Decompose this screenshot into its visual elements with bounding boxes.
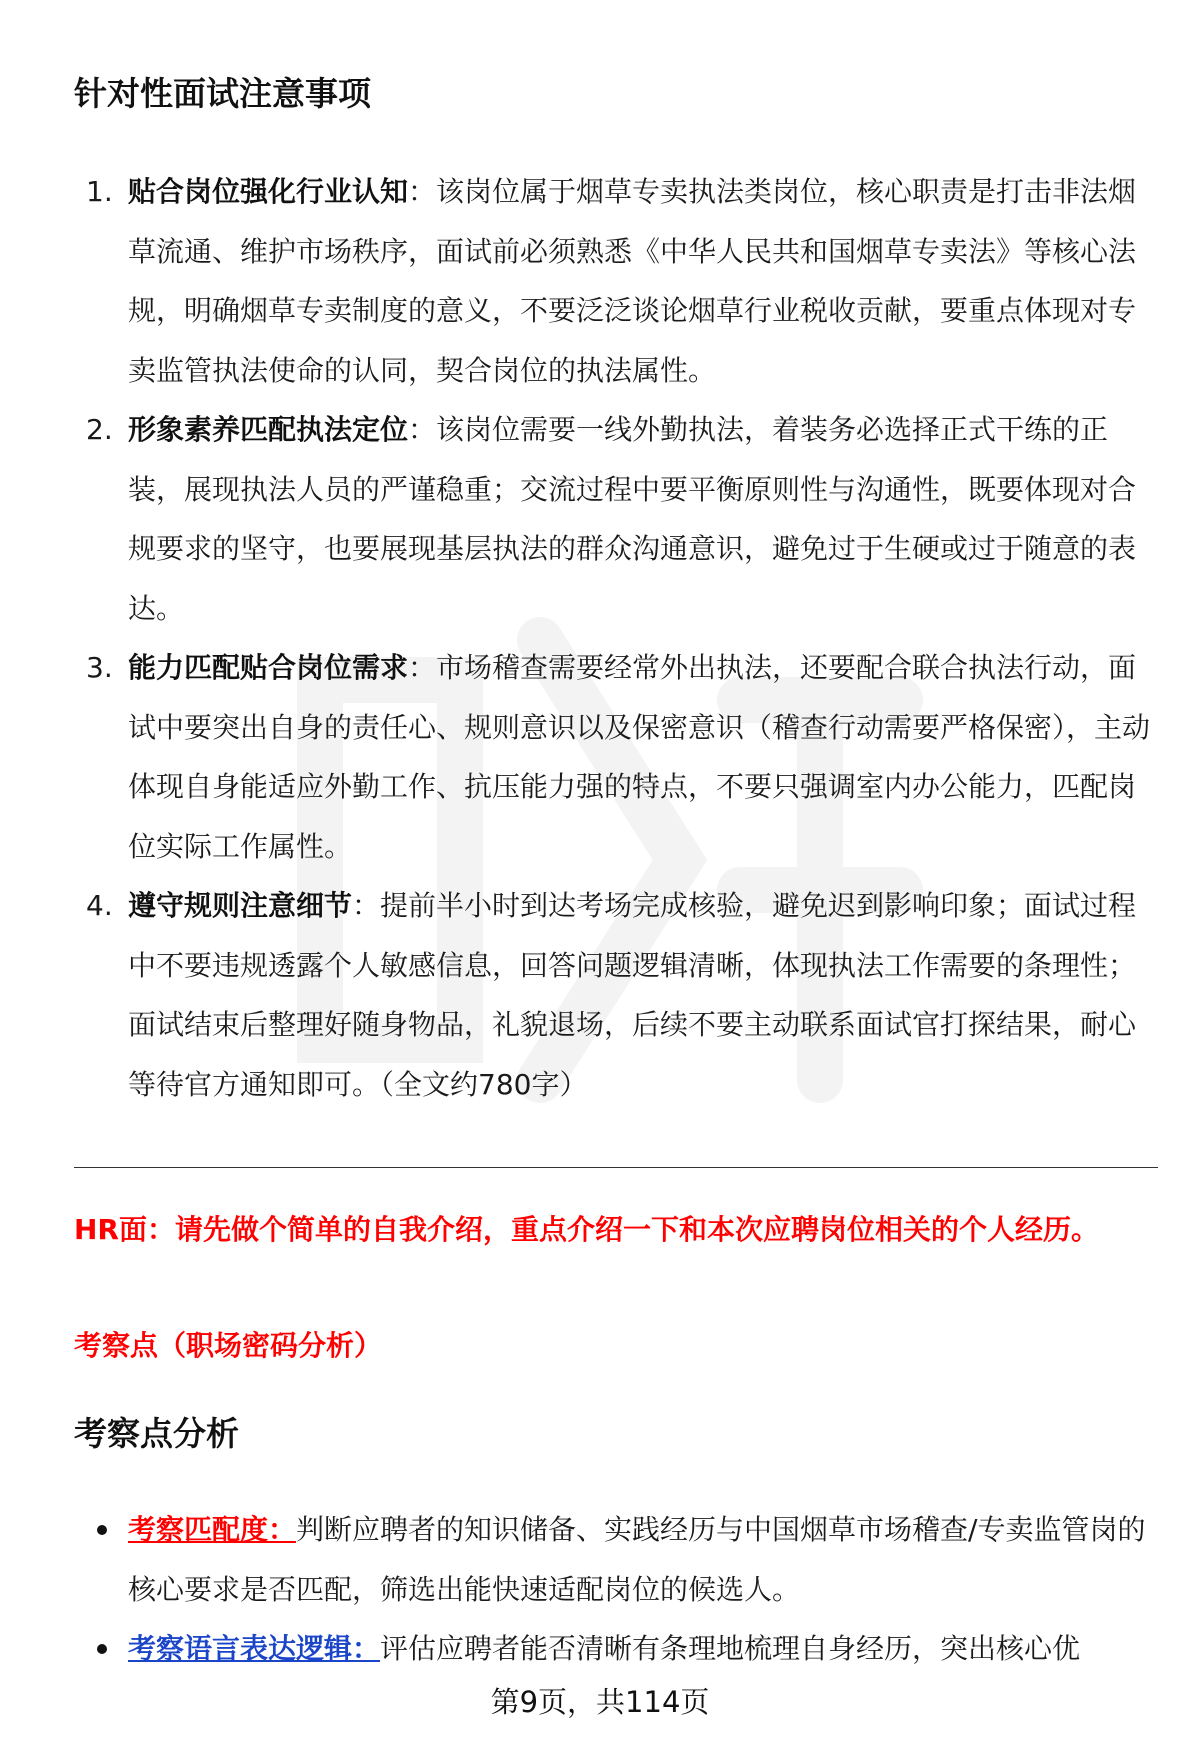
list-number: 1. — [86, 175, 113, 208]
section-title-interview-notes: 针对性面试注意事项 — [74, 74, 371, 113]
bullet-icon — [97, 1644, 107, 1654]
list-item — [0, 1619, 1158, 1679]
list-number: 2. — [86, 413, 113, 446]
exam-point-label: 考察点（职场密码分析） — [74, 1329, 383, 1362]
item-label: 遵守规则注意细节 — [128, 889, 353, 922]
item-text: ：该岗位需要一线外勤执法，着装务必选择正式干练的正装，展现执法人员的严谨稳重；交流过程中要平衡原则性与沟通性，既要体现对合规要求的坚守，也要展现基层执法的群众沟通意识，避免过于生硬或过于随意的表达。 — [128, 413, 1137, 625]
item-label: 能力匹配贴合岗位需求 — [128, 651, 409, 684]
list-number: 3. — [86, 651, 113, 684]
list-item — [0, 876, 1152, 1114]
list-item — [0, 162, 1152, 400]
item-text: 评估应聘者能否清晰有条理地梳理自身经历，突出核心优 — [380, 1632, 1081, 1665]
interview-notes-list — [0, 162, 1200, 1114]
analysis-list — [0, 1500, 1200, 1679]
list-number: 4. — [86, 889, 113, 922]
list-item — [0, 1500, 1158, 1619]
item-text: ：提前半小时到达考场完成核验，避免迟到影响印象；面试过程中不要违规透露个人敏感信息，回答问题逻辑清晰，体现执法工作需要的条理性；面试结束后整理好随身物品，礼貌退场，后续不要主动联系面试官打探结果，耐心等待官方通知即可。（全文约780字） — [128, 889, 1137, 1101]
page-footer: 第9页，共114页 — [490, 1685, 710, 1719]
item-label: 贴合岗位强化行业认知 — [128, 175, 409, 208]
hr-question: HR面：请先做个简单的自我介绍，重点介绍一下和本次应聘岗位相关的个人经历。 — [74, 1213, 1099, 1246]
list-item — [0, 400, 1152, 638]
item-text: ：该岗位属于烟草专卖执法类岗位，核心职责是打击非法烟草流通、维护市场秩序，面试前必须熟悉《中华人民共和国烟草专卖法》等核心法规，明确烟草专卖制度的意义，不要泛泛谈论烟草行业税收贡献，要重点体现对专卖监管执法使命的认同，契合岗位的执法属性。 — [128, 175, 1137, 387]
item-label-link[interactable]: 考察语言表达逻辑： — [128, 1632, 381, 1665]
item-label: 形象素养匹配执法定位 — [128, 413, 409, 446]
item-text: 判断应聘者的知识储备、实践经历与中国烟草市场稽查/专卖监管岗的核心要求是否匹配，筛选出能快速适配岗位的候选人。 — [128, 1513, 1146, 1606]
item-label-link[interactable]: 考察匹配度： — [128, 1513, 297, 1546]
item-text: ：市场稽查需要经常外出执法，还要配合联合执法行动，面试中要突出自身的责任心、规则意识以及保密意识（稽查行动需要严格保密），主动体现自身能适应外勤工作、抗压能力强的特点，不要只强调室内办公能力，匹配岗位实际工作属性。 — [128, 651, 1151, 863]
section-title-analysis: 考察点分析 — [74, 1414, 239, 1453]
list-item — [0, 638, 1152, 876]
bullet-icon — [97, 1525, 107, 1535]
section-divider — [74, 1167, 1158, 1168]
